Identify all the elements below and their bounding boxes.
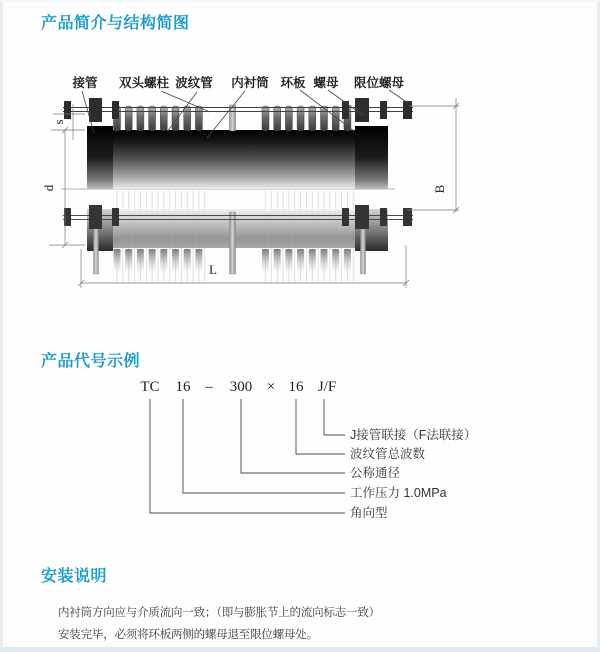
dim-label-d: d — [41, 184, 56, 192]
code-token-times: × — [266, 379, 276, 395]
part-label-shuangtouluozhu: 双头螺柱 — [118, 76, 170, 90]
callout-angular-type: 角向型 — [350, 506, 388, 520]
part-label-huanban: 环板 — [280, 76, 306, 90]
code-token-connection: J/F — [317, 379, 337, 395]
part-label-xianweiluomu: 限位螺母 — [353, 76, 405, 90]
left-cap-top — [87, 126, 113, 189]
section-title-code: 产品代号示例 — [41, 353, 141, 370]
callout-nominal-diameter: 公称通径 — [350, 466, 401, 480]
body-top — [87, 130, 388, 189]
code-token-type: TC — [140, 379, 160, 395]
dim-label-B: B — [432, 184, 447, 194]
code-token-diameter: 300 — [229, 379, 253, 395]
code-token-dash: – — [205, 379, 213, 395]
install-note-line2: 安装完毕，必须将环板两侧的螺母退至限位螺母处。 — [58, 629, 318, 641]
callout-working-pressure: 工作压力 1.0MPa — [350, 486, 447, 500]
part-label-luomu: 螺母 — [313, 76, 339, 90]
dim-label-s: s — [51, 119, 66, 125]
nuts-top — [64, 98, 412, 122]
code-token-pressure: 16 — [175, 379, 191, 395]
callout-connection: J接管联接（F法联接） — [350, 428, 477, 442]
expansion-joint-diagram — [31, 67, 463, 317]
section-title-install: 安装说明 — [41, 568, 108, 585]
section-title-intro: 产品简介与结构简图 — [41, 15, 190, 32]
part-label-neichentong: 内衬筒 — [231, 76, 269, 90]
code-callout-lines — [133, 395, 358, 520]
code-token-waves: 16 — [288, 379, 304, 395]
part-label-bowenguan: 波纹管 — [175, 76, 213, 90]
dim-label-L: L — [209, 262, 217, 277]
part-label-jieguan: 接管 — [72, 76, 98, 90]
callout-wave-count: 波纹管总波数 — [350, 447, 426, 461]
right-cap-top — [355, 126, 388, 189]
install-note-line1: 内衬筒方向应与介质流向一致；（即与膨胀节上的流向标志一致） — [58, 607, 380, 619]
